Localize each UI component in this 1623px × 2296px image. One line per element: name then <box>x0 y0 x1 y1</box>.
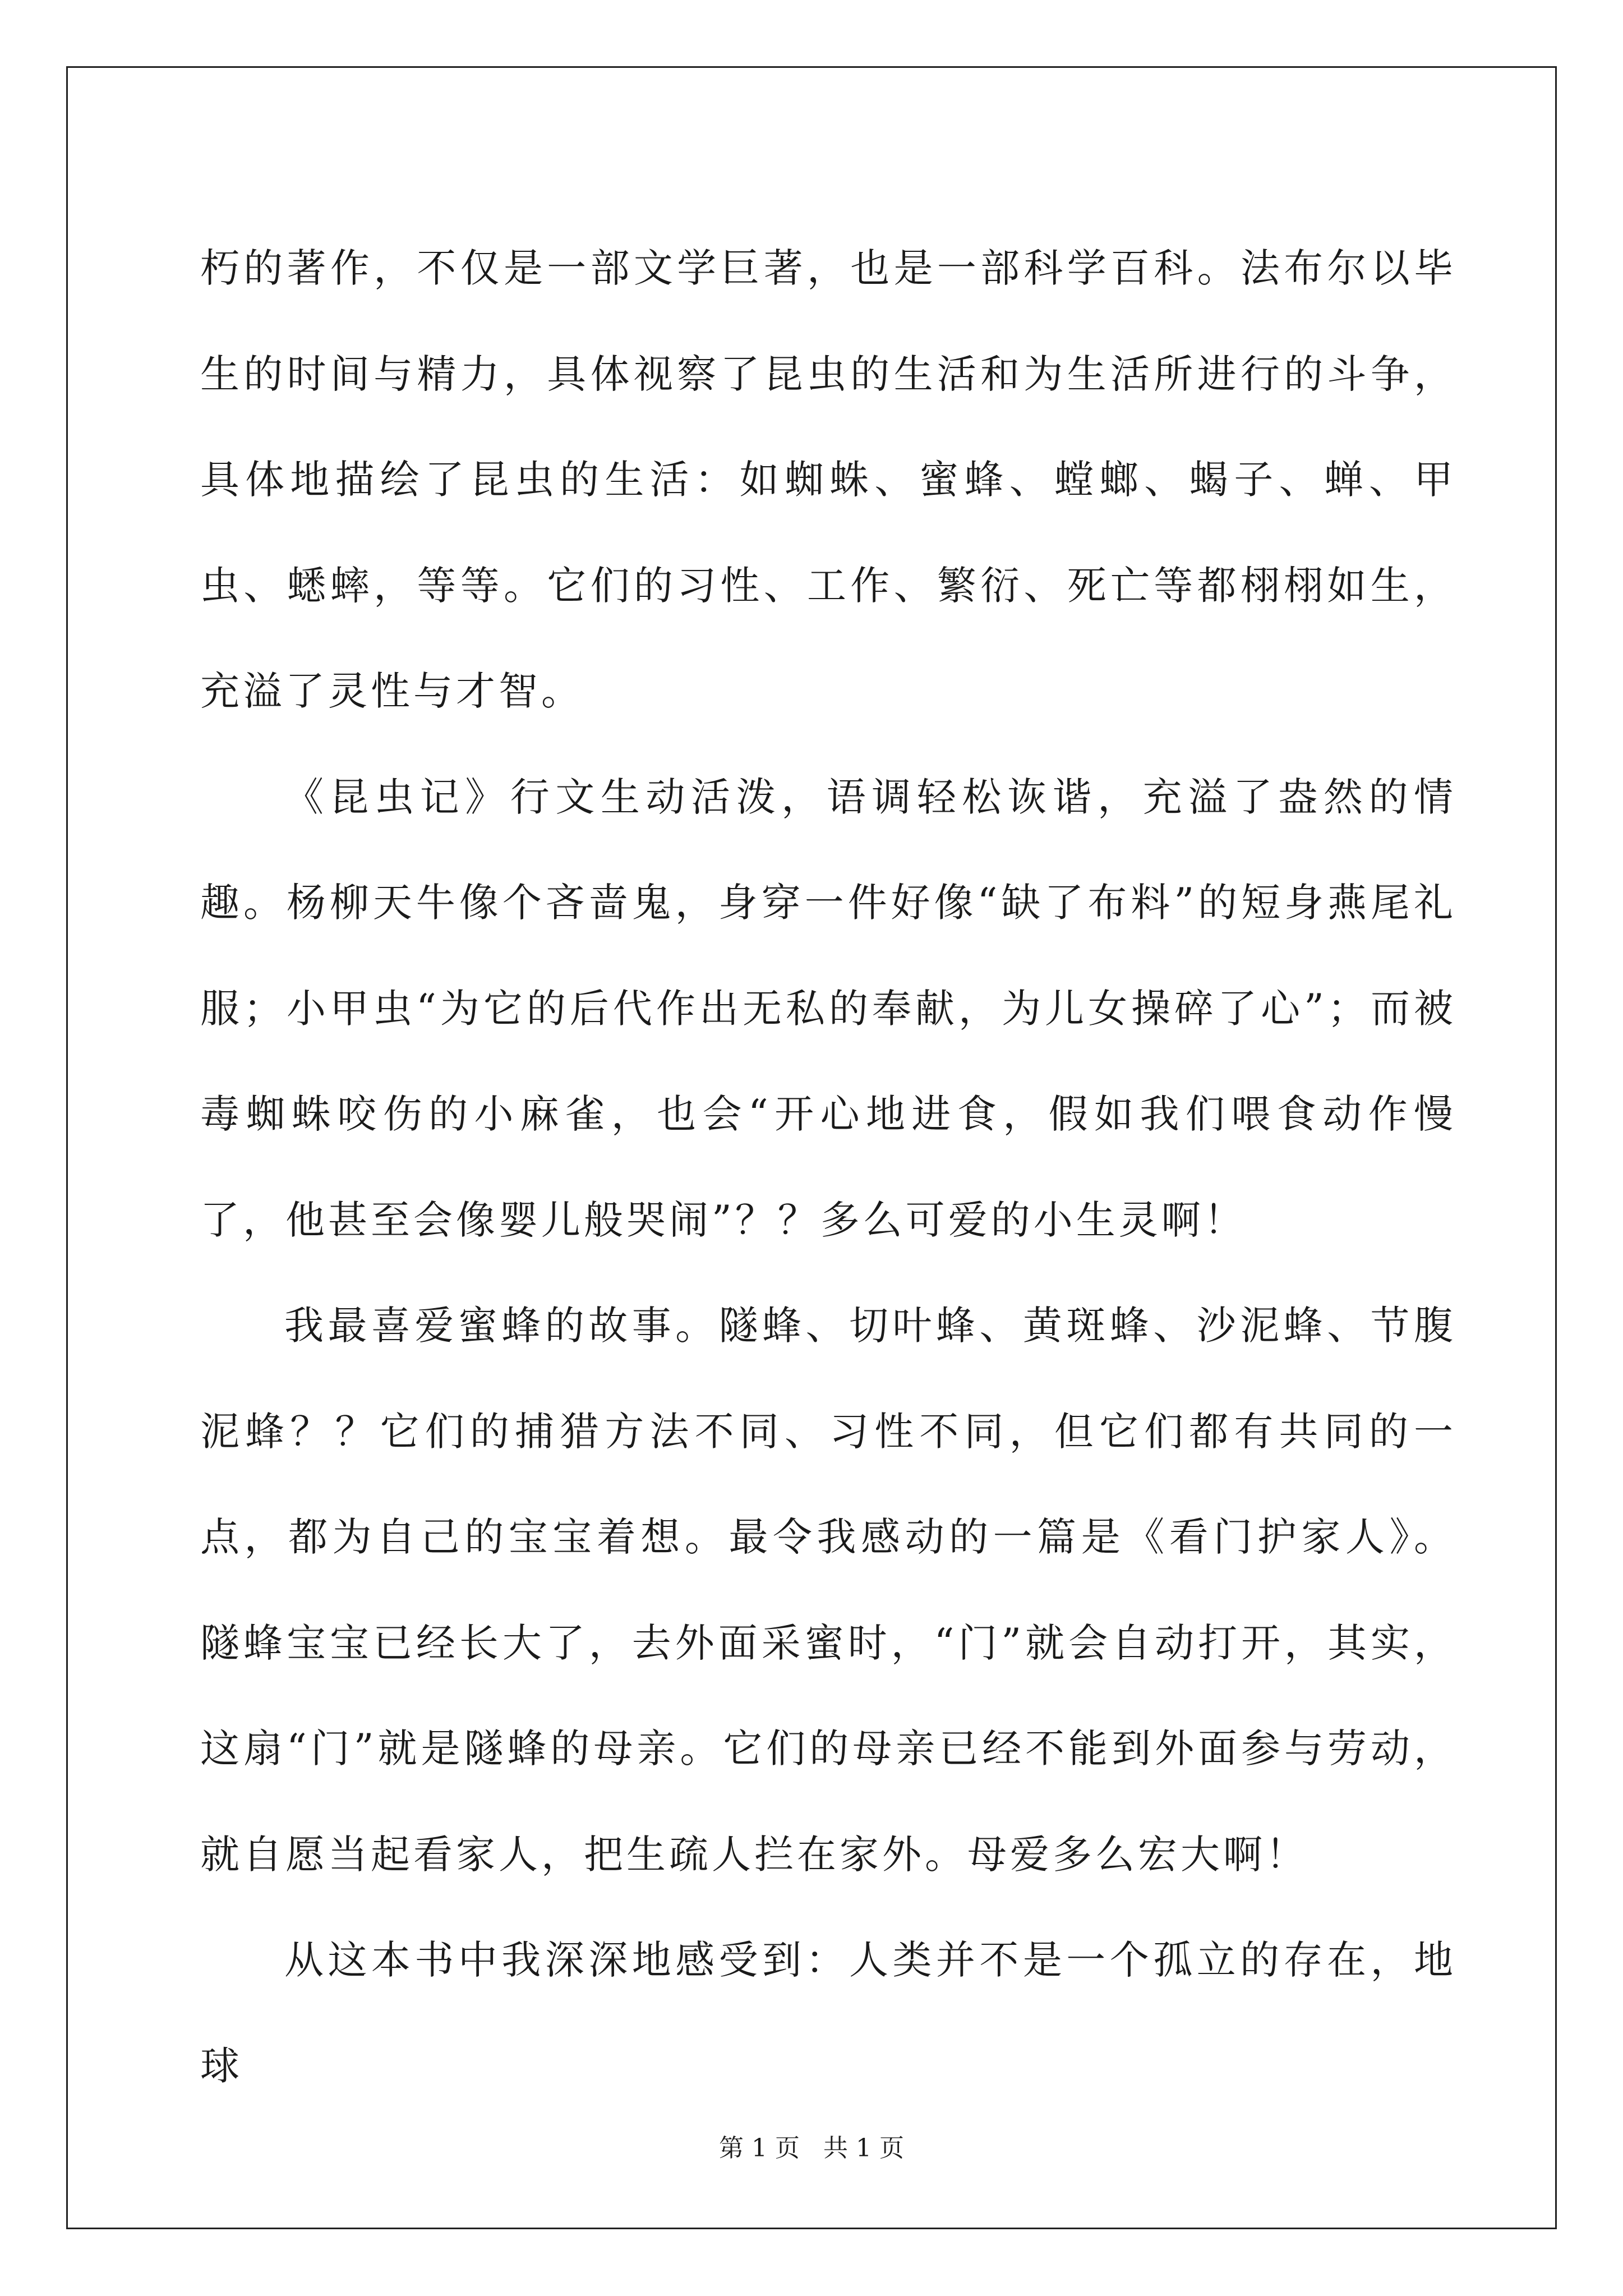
paragraph-1: 朽的著作，不仅是一部文学巨著，也是一部科学百科。法布尔以毕生的时间与精力，具体视察了昆虫的生活和为生活所进行的斗争，具体地描绘了昆虫的生活：如蜘蛛、蜜蜂、螳螂、蝎子、蝉、甲虫、蟋蟀，等等。它们的习性、工作、繁衍、死亡等都栩栩如生，充溢了灵性与才智。 <box>200 245 1456 714</box>
paragraph-3: 我最喜爱蜜蜂的故事。隧蜂、切叶蜂、黄斑蜂、沙泥蜂、节腹泥蜂？？它们的捕猎方法不同、习性不同，但它们都有共同的一点，都为自己的宝宝着想。最令我感动的一篇是《看门护家人》。隧蜂宝宝已经长大了，去外面采蜜时，“门”就会自动打开，其实，这扇“门”就是隧蜂的母亲。它们的母亲已经不能到外面参与劳动，就自愿当起看家人，把生疏人拦在家外。母爱多么宏大啊！ <box>200 1303 1456 1878</box>
paragraph-4: 从这本书中我深深地感受到：人类并不是一个孤立的存在，地球 <box>200 1937 1456 2089</box>
paragraph-2: 《昆虫记》行文生动活泼，语调轻松诙谐，充溢了盎然的情趣。杨柳天牛像个吝啬鬼，身穿一件好像“缺了布料”的短身燕尾礼服；小甲虫“为它的后代作出无私的奉献，为儿女操碎了心”；而被毒蜘蛛咬伤的小麻雀，也会“开心地进食，假如我们喂食动作慢了，他甚至会像婴儿般哭闹”？？多么可爱的小生灵啊！ <box>200 774 1456 1243</box>
page-footer: 第 1 页 共 1 页 <box>719 2134 904 2162</box>
document-body <box>200 215 1456 2119</box>
